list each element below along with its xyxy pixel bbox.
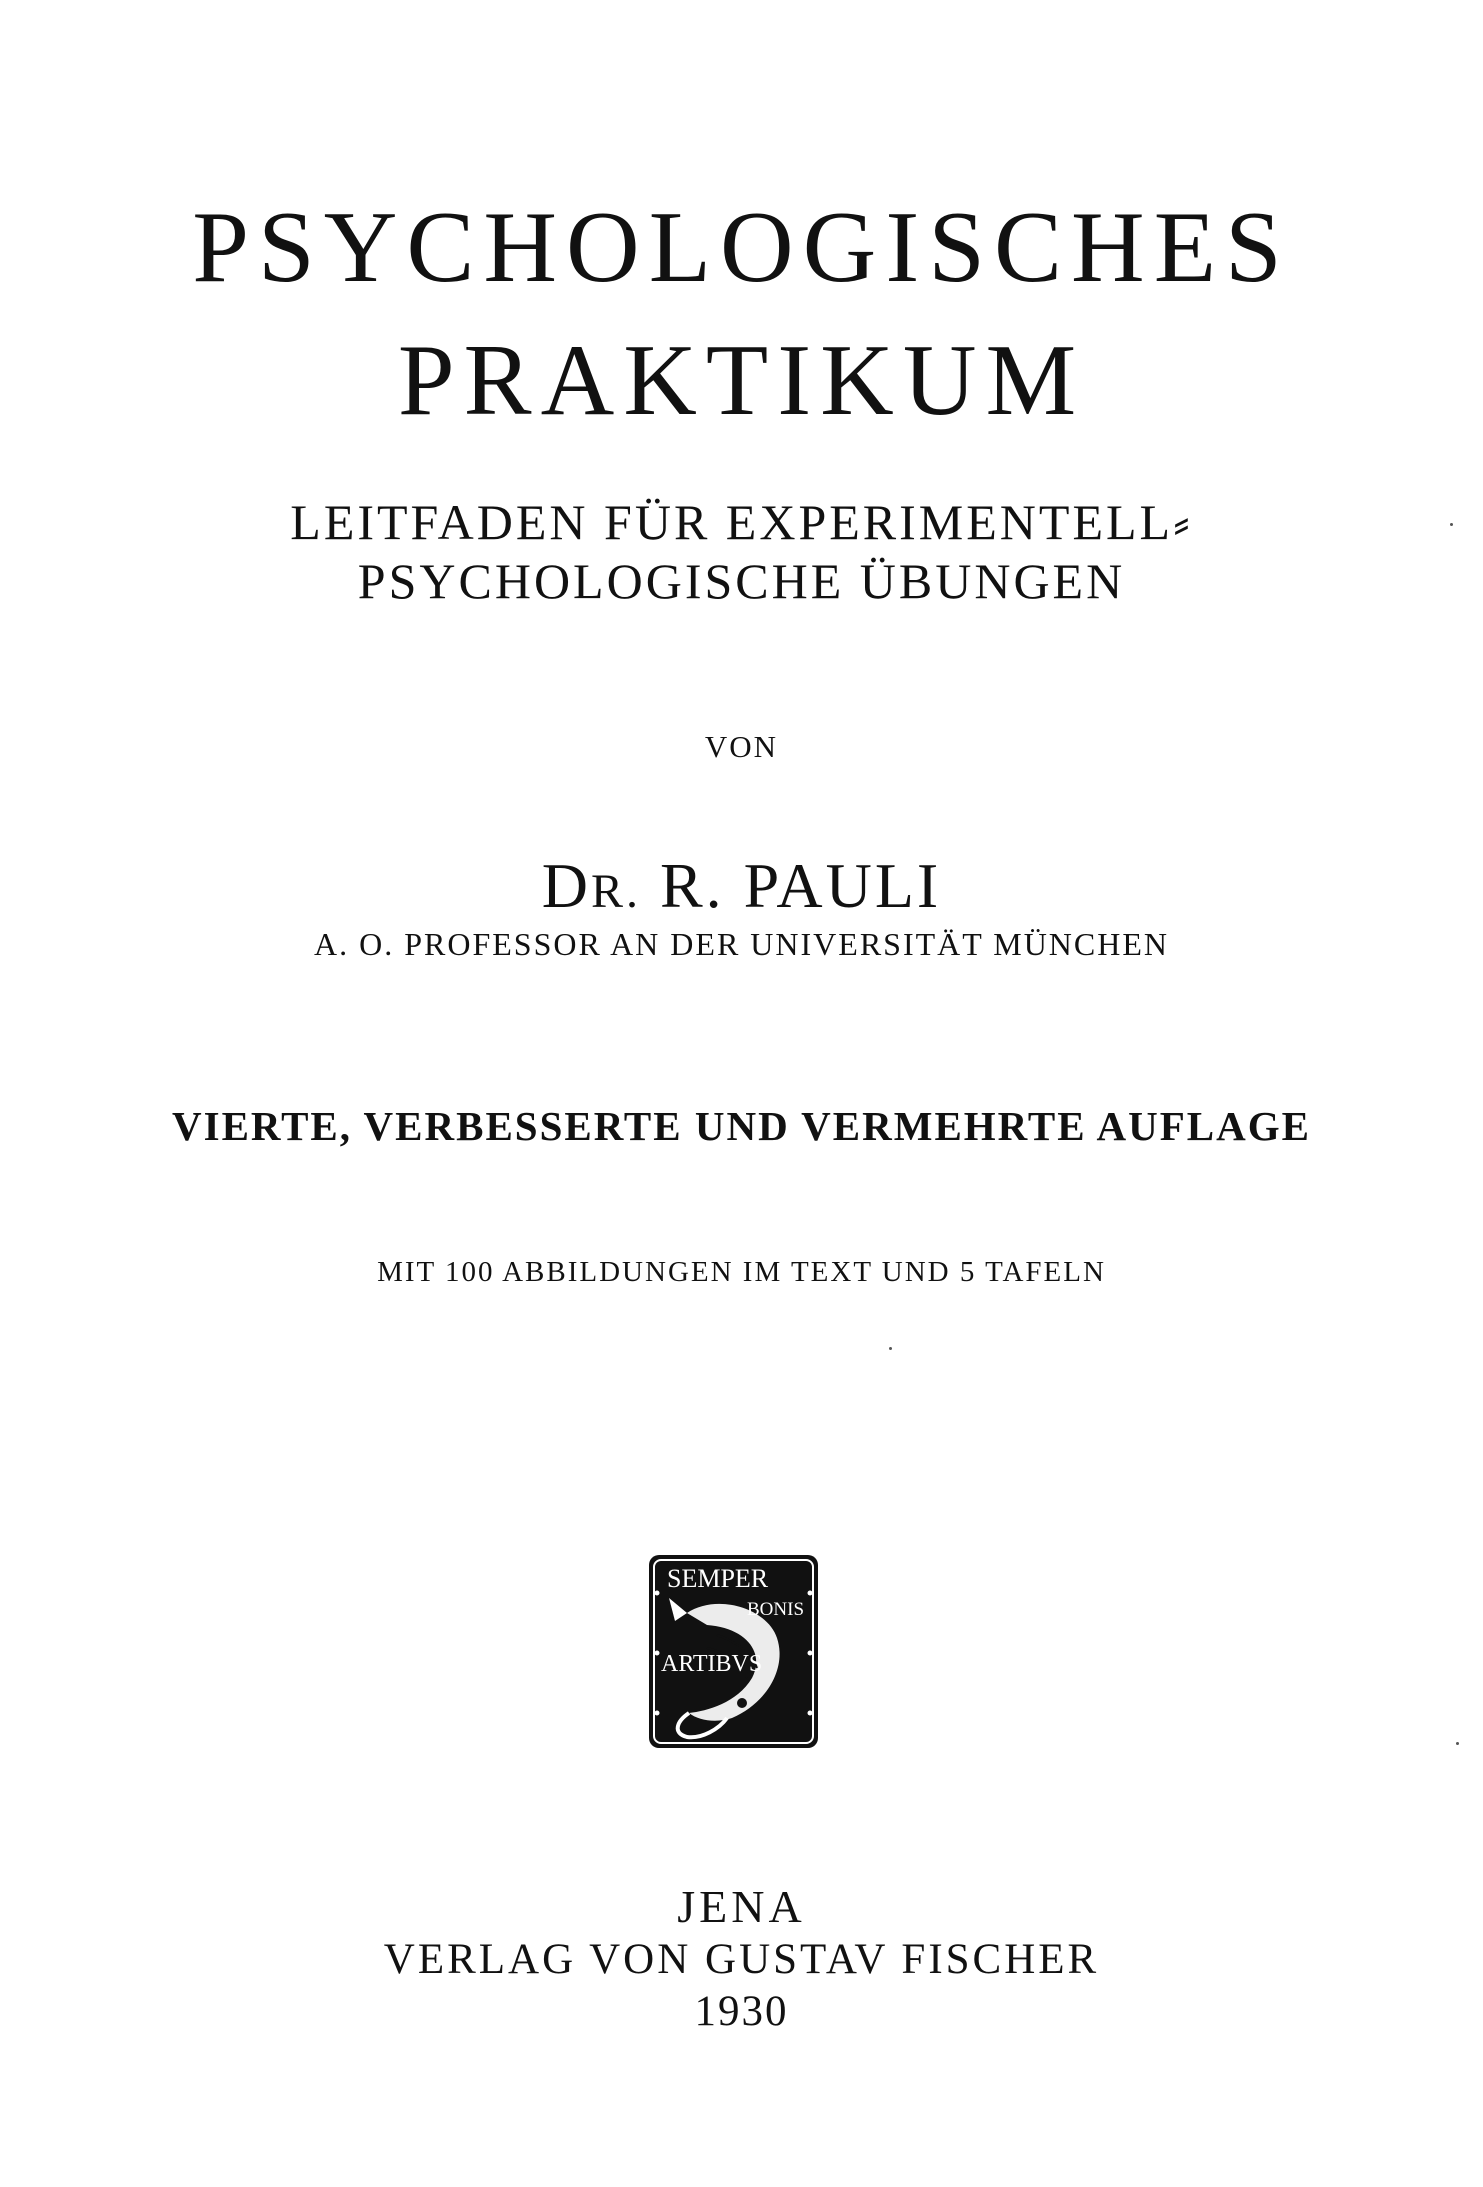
imprint-year: 1930 xyxy=(694,1988,789,2035)
book-title-line-2: PRAKTIKUM xyxy=(397,324,1086,437)
paper-speck xyxy=(1456,1742,1459,1745)
subtitle-line-2: PSYCHOLOGISCHE ÜBUNGEN xyxy=(357,553,1126,609)
author-affiliation: A. O. PROFESSOR AN DER UNIVERSITÄT MÜNCHEN xyxy=(313,926,1170,962)
subtitle-line-1: LEITFADEN FÜR EXPERIMENTELL⸗ xyxy=(290,494,1193,550)
imprint-publisher: VERLAG VON GUSTAV FISCHER xyxy=(383,1936,1100,1983)
paper-speck xyxy=(889,1347,892,1350)
logo-word-2: BONIS xyxy=(747,1599,805,1620)
logo-word-3: ARTIBVS xyxy=(661,1651,763,1677)
byline: VON xyxy=(704,729,779,764)
imprint-place: JENA xyxy=(677,1881,806,1932)
illustrations-note: MIT 100 ABBILDUNGEN IM TEXT UND 5 TAFELN xyxy=(377,1256,1106,1288)
edition-statement: VIERTE, VERBESSERTE UND VERMEHRTE AUFLAGE xyxy=(172,1103,1311,1149)
paper-speck xyxy=(1450,523,1453,526)
author-title-rest: R. xyxy=(590,865,641,918)
author-title-initial: D xyxy=(541,850,591,921)
logo-word-1: SEMPER xyxy=(667,1564,769,1593)
publisher-logo-icon xyxy=(647,1553,820,1750)
author-name xyxy=(0,850,1483,921)
book-title-line-1: PSYCHOLOGISCHES xyxy=(192,191,1291,304)
author-surname: R. PAULI xyxy=(659,850,942,921)
